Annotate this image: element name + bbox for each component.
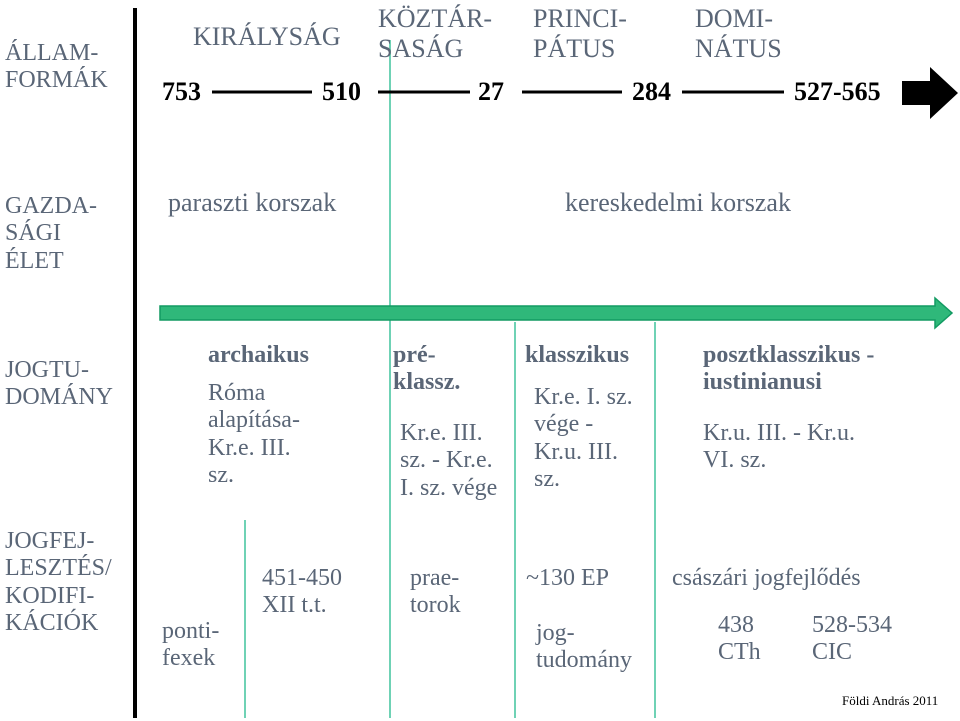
economy-kereskedelmikorszak: kereskedelmi korszak [565,188,791,217]
codification-cic: 528-534 CIC [812,612,892,666]
posztklasszikus-period: Kr.u. III. - Kr.u. VI. sz. [703,420,855,474]
codification-csaszari: császári jogfejlődés [672,565,861,591]
period-koztarsasag: KÖZTÁR- SASÁG [378,4,493,63]
row-label-jogtudomany: JOGTU- DOMÁNY [5,357,113,411]
codification-cth: 438 CTh [718,612,761,666]
period-kiralysag: KIRÁLYSÁG [193,22,341,51]
author-credit: Földi András 2011 [842,693,939,708]
economy-arrow-icon [160,298,952,328]
timeline-arrow-icon [902,67,958,119]
row-label-gazdasagi-elet: GAZDA- SÁGI ÉLET [5,193,97,274]
codification-praetorok: prae- torok [410,565,461,619]
archaikus-period: Róma alapítása- Kr.e. III. sz. [208,380,300,489]
archaikus-title: archaikus [208,342,309,368]
year-753: 753 [162,77,201,106]
codification-edictum-perpetuum: ~130 EP [526,565,609,591]
year-284: 284 [632,77,671,106]
row-label-jogfejlesztes: JOGFEJ- LESZTÉS/ KODIFI- KÁCIÓK [5,528,112,637]
preklassz-period: Kr.e. III. sz. - Kr.e. I. sz. vége [400,420,498,501]
posztklasszikus-title: posztklasszikus - iustinianusi [703,342,875,396]
economy-parasztikorszak: paraszti korszak [168,188,337,217]
period-principatus: PRINCI- PÁTUS [533,4,627,63]
codification-xii-tables: 451-450 XII t.t. [262,565,342,619]
row-label-allamformak: ÁLLAM- FORMÁK [5,40,108,94]
preklassz-title: pré- klassz. [393,342,461,396]
codification-jogtudomany: jog- tudomány [536,620,632,674]
year-527-565: 527-565 [794,77,881,106]
period-dominatus: DOMI- NÁTUS [695,4,782,63]
year-27: 27 [478,77,504,106]
klasszikus-title: klasszikus [525,342,630,368]
codification-pontifexek: ponti- fexek [162,618,220,672]
klasszikus-period: Kr.e. I. sz. vége - Kr.u. III. sz. [534,384,633,493]
year-510: 510 [322,77,361,106]
